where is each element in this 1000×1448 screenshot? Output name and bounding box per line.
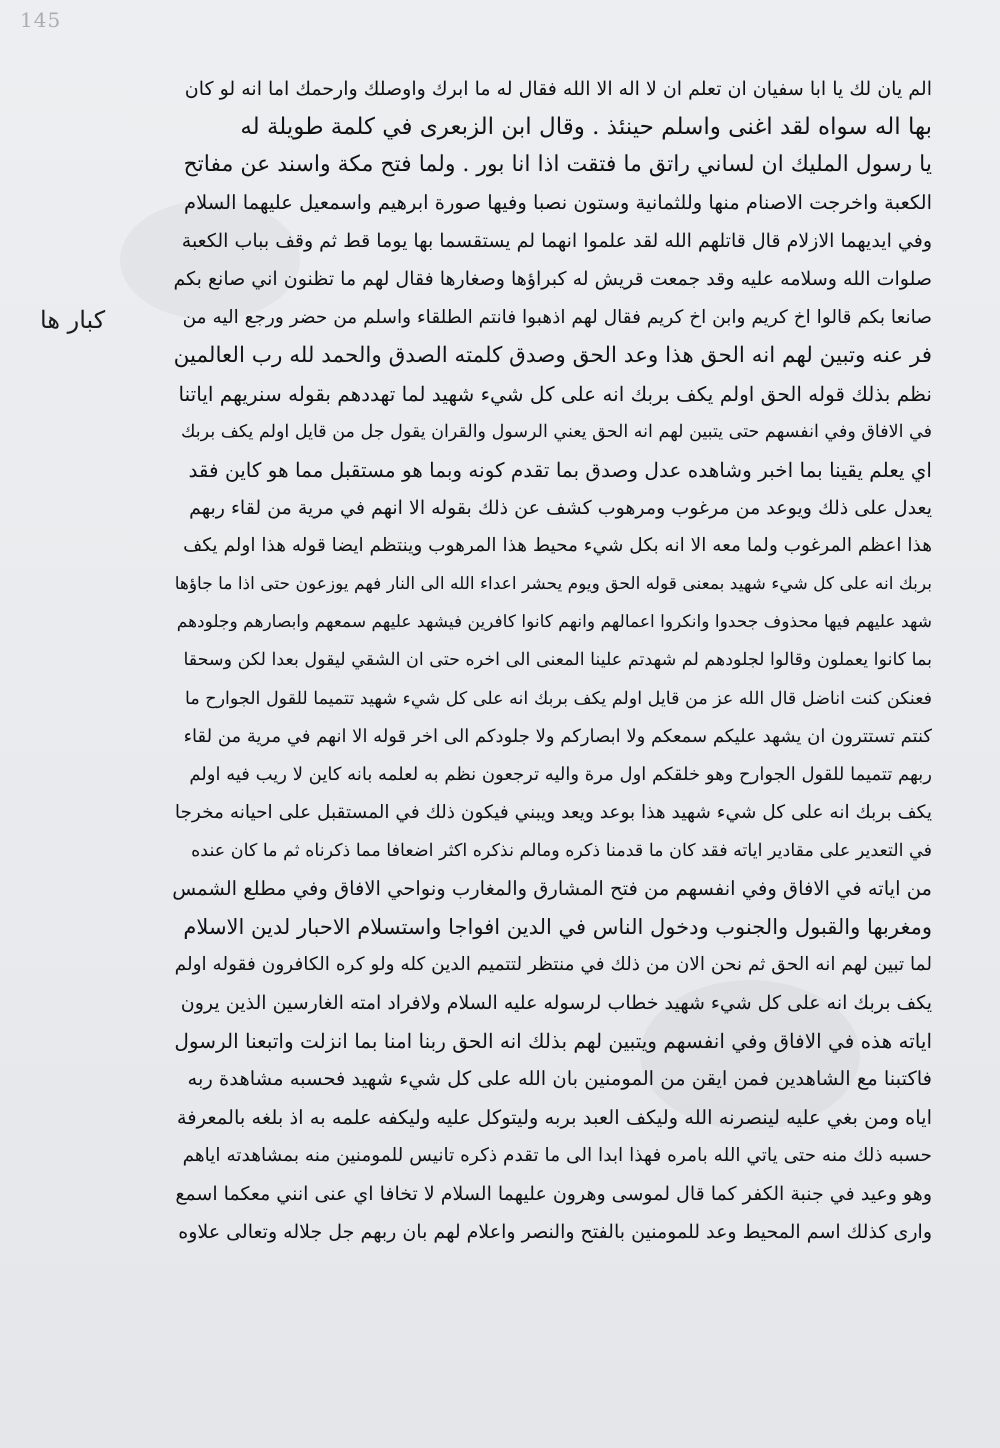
text-line: شهد عليهم فيها محذوف جحدوا وانكروا اعمالهم وانهم كانوا كافرين فيشهد عليهم سمعهم وابصارهم وجلودهم [176,612,932,633]
text-line: بربك انه على كل شيء شهيد بمعنى قوله الحق ويوم يحشر اعداء الله الى النار فهم يوزعون حتى اذا ما جاؤها [174,574,932,595]
text-line: هذا اعظم المرغوب ولما معه الا انه بكل شيء محيط هذا المرهوب وينتظم ايضا قوله هذا اولم يكف [183,535,932,557]
folio-number: 145 [20,8,62,32]
text-line: في الافاق وفي انفسهم حتى يتبين لهم انه الحق يعني الرسول والقران يقول جل من قايل اولم يكف بربك [181,421,932,442]
text-line: اياته هذه في الافاق وفي انفسهم ويتبين لهم بذلك انه الحق ربنا امنا بما انزلت واتبعنا الرسول [174,1029,932,1054]
text-line: ومغربها والقبول والجنوب ودخول الناس في الدين افواجا واستسلام الاحبار لدين الاسلام [183,915,932,940]
text-line: صانعا بكم قالوا اخ كريم وابن اخ كريم فقال لهم اذهبوا فانتم الطلقاء واسلم من حضر ورجع اليه من [182,306,932,328]
text-line: يعدل على ذلك ويوعد من مرغوب ومرهوب كشف عن ذلك بقوله الا انهم في مرية من لقاء ربهم [189,497,932,520]
text-line: وارى كذلك اسم المحيط وعد للمومنين بالفتح والنصر واعلام لهم بان ربهم جل جلاله وتعالى علاوه [178,1220,932,1243]
text-line: الكعبة واخرجت الاصنام منها وللثمانية وستون نصبا وفيها صورة ابرهيم واسمعيل عليهما السلام [184,191,932,215]
text-line: حسبه ذلك منه حتى ياتي الله بامره فهذا ابدا الى ما تقدم ذكره تانيس للمومنين منه بمشاهدته اياهم [182,1144,932,1166]
manuscript-text [172,70,932,1251]
text-line: ربهم تتميما للقول الجوارح وهو خلقكم اول مرة واليه ترجعون نظم به لعلمه بانه كاين لا ريب فيه اولم [189,763,932,785]
text-line: فاكتبنا مع الشاهدين فمن ايقن من المومنين بان الله على كل شيء شهيد فحسبه مشاهدة ربه [187,1067,932,1091]
margin-note: كبار ها [40,306,106,334]
text-line: لما تبين لهم انه الحق ثم نحن الان من ذلك في منتظر لتتميم الدين كله ولو كره الكافرون فقوله اولم [174,954,932,976]
text-line: يا رسول المليك ان لساني راتق ما فتقت اذا انا بور . ولما فتح مكة واسند عن مفاتح [183,152,932,178]
text-line: يكف بربك انه على كل شيء شهيد خطاب لرسوله عليه السلام ولافراد امته الغارسين الذين يرون [180,992,932,1015]
text-line: فعنكن كنت اناضل قال الله عز من قايل اولم يكف بربك انه على كل شيء شهيد تتميما للقول الجوارح ما [185,688,932,709]
text-line: من اياته في الافاق وفي انفسهم من فتح المشارق والمغارب ونواحي الافاق وفي مطلع الشمس [172,876,932,900]
text-line: وهو وعيد في جنبة الكفر كما قال لموسى وهرون عليهما السلام لا تخافا اي عنى انني معكما اسمع [175,1182,932,1205]
text-line: كنتم تستترون ان يشهد عليكم سمعكم ولا ابصاركم ولا جلودكم الى اخر قوله الا انهم في مرية من لقاء [183,725,932,747]
text-line: فر عنه وتبين لهم انه الحق هذا وعد الحق وصدق كلمته الصدق والحمد لله رب العالمين [173,342,932,368]
text-line: في التعدير على مقادير اياته فقد كان ما قدمنا ذكره ومالم نذكره اكثر اضعافا مما ذكرناه ثم ما كان عنده [191,840,932,861]
text-line: الم يان لك يا ابا سفيان ان تعلم ان لا اله الا الله فقال له ما ابرك واوصلك وارحمك اما انه لو كان [184,78,932,100]
text-line: بها اله سواه لقد اغنى واسلم حينئذ . وقال ابن الزبعرى في كلمة طويلة له [240,114,932,141]
text-line: اي يعلم يقينا بما اخبر وشاهده عدل وصدق بما تقدم كونه وبما هو مستقبل مما هو كاين فقد [188,457,932,482]
text-line: وفي ايديهما الازلام قال قاتلهم الله لقد علموا انهما لم يستقسما بها يوما قط ثم وقف بباب الكعبة [181,230,932,253]
text-line: بما كانوا يعملون وقالوا لجلودهم لم شهدتم علينا المعنى الى اخره حتى ان الشقي ليقول بعدا لكن وسحقا [183,650,932,671]
text-line: صلوات الله وسلامه عليه وقد جمعت قريش له كبراؤها وصغارها فقال لهم ما تظنون اني صانع بكم [173,268,932,291]
text-line: اياه ومن بغي عليه لينصرنه الله وليكف العبد بربه وليتوكل عليه وليكفه علمه به اذ بلغه بالمعرفة [176,1105,932,1129]
text-line: نظم بذلك قوله الحق اولم يكف بربك انه على كل شيء شهيد لما تهددهم بقوله سنريهم اياتنا [178,381,932,406]
text-line: يكف بربك انه على كل شيء شهيد هذا بوعد ويعد ويبني فيكون ذلك في المستقبل على احيانه مخرجا [174,801,932,823]
